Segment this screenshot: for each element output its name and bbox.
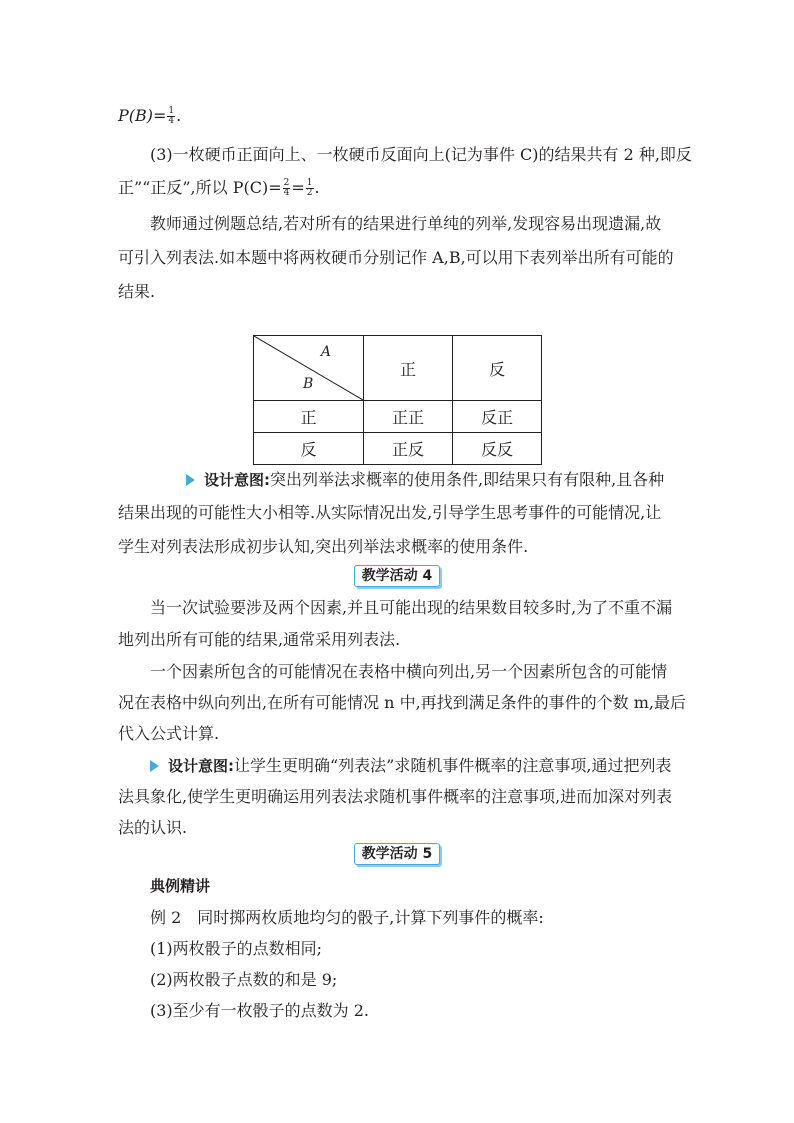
- table-row: [254, 433, 542, 465]
- activity-4-line-2: 地列出所有可能的结果,通常采用列表法.: [118, 630, 401, 649]
- design-intent-1-line-2: 结果出现的可能性大小相等.从实际情况出发,引导学生思考事件的可能情况,让: [118, 503, 662, 522]
- summary-line-1: 教师通过例题总结,若对所有的结果进行单纯的列举,发现容易出现遗漏,故: [150, 214, 662, 233]
- header-a: A: [320, 344, 331, 360]
- design-intent-1-line-3: 学生对列表法形成初步认知,突出列举法求概率的使用条件.: [118, 537, 529, 556]
- activity-4-line-3: 一个因素所包含的可能情况在表格中横向列出,另一个因素所包含的可能情: [150, 662, 668, 681]
- summary-line-2: 可引入列表法.如本题中将两枚硬币分别记作 A,B,可以用下表列举出所有可能的: [118, 248, 674, 267]
- row-label: 正: [254, 401, 364, 433]
- row-label: 反: [254, 433, 364, 465]
- activity-4-line-1: 当一次试验要涉及两个因素,并且可能出现的结果数目较多时,为了不重不漏: [150, 598, 673, 617]
- fraction-one-half: [306, 179, 314, 198]
- col-header: 正: [364, 336, 453, 401]
- fraction-denominator: 4: [283, 188, 290, 198]
- design-intent-1-line-1: [186, 470, 664, 490]
- paragraph-3-line-1: (3)一枚硬币正面向上、一枚硬币反面向上(记为事件 C)的结果共有 2 种,即反: [150, 145, 692, 164]
- fraction-numerator: 1: [168, 106, 175, 116]
- paragraph-3-text: 正”“正反”,所以 P(C)=: [118, 178, 282, 197]
- design-intent-label: 设计意图:: [168, 757, 234, 775]
- table-cell: 反正: [453, 401, 542, 433]
- fraction-denominator: 2: [306, 188, 313, 198]
- design-intent-label: 设计意图:: [204, 471, 270, 489]
- example-2-item-2: (2)两枚骰子点数的和是 9;: [150, 970, 338, 989]
- col-header: 反: [453, 336, 542, 401]
- example-2-item-3: (3)至少有一枚骰子的点数为 2.: [150, 1001, 370, 1020]
- triangle-bullet-icon: [150, 760, 159, 772]
- activity-4-heading-wrap: [0, 565, 794, 587]
- fraction-numerator: 1: [306, 178, 313, 188]
- design-intent-text: 让学生更明确“列表法”求随机事件概率的注意事项,通过把列表: [234, 756, 672, 775]
- design-intent-2-line-2: 法具象化,使学生更明确运用列表法求随机事件概率的注意事项,进而加深对列表: [118, 787, 673, 806]
- activity-4-heading: 教学活动 4: [354, 565, 441, 587]
- probability-b-line: [118, 106, 181, 126]
- fraction-two-quarters: [283, 179, 291, 198]
- fraction-one-quarter: [167, 107, 175, 126]
- header-b: B: [303, 376, 314, 392]
- activity-5-heading: 教学活动 5: [354, 843, 441, 865]
- fraction-denominator: 4: [168, 116, 175, 126]
- table-cell: 反反: [453, 433, 542, 465]
- design-intent-text: 突出列举法求概率的使用条件,即结果只有有限种,且各种: [270, 470, 665, 489]
- pb-prefix: P(B)=: [118, 106, 167, 125]
- period: .: [314, 178, 320, 197]
- design-intent-2-line-3: 法的认识.: [118, 818, 188, 837]
- triangle-bullet-icon: [186, 474, 195, 486]
- summary-line-3: 结果.: [118, 282, 156, 301]
- equals-sign: =: [291, 178, 305, 197]
- design-intent-2-line-1: [150, 756, 671, 776]
- activity-4-line-5: 代入公式计算.: [118, 724, 220, 743]
- activity-5-heading-wrap: [0, 843, 794, 865]
- table-cell: 正正: [364, 401, 453, 433]
- table-row: [254, 401, 542, 433]
- outcome-table: [253, 335, 542, 465]
- example-2-prompt: 例 2 同时掷两枚质地均匀的骰子,计算下列事件的概率:: [150, 908, 544, 927]
- table-corner-cell: [254, 336, 364, 401]
- example-subheading: 典例精讲: [150, 877, 211, 895]
- period: .: [176, 106, 182, 125]
- fraction-numerator: 2: [283, 178, 290, 188]
- activity-4-line-4: 况在表格中纵向列出,在所有可能情况 n 中,再找到满足条件的事件的个数 m,最后: [118, 693, 686, 712]
- paragraph-3-line-2: [118, 178, 320, 198]
- table-cell: 正反: [364, 433, 453, 465]
- example-2-item-1: (1)两枚骰子的点数相同;: [150, 939, 323, 958]
